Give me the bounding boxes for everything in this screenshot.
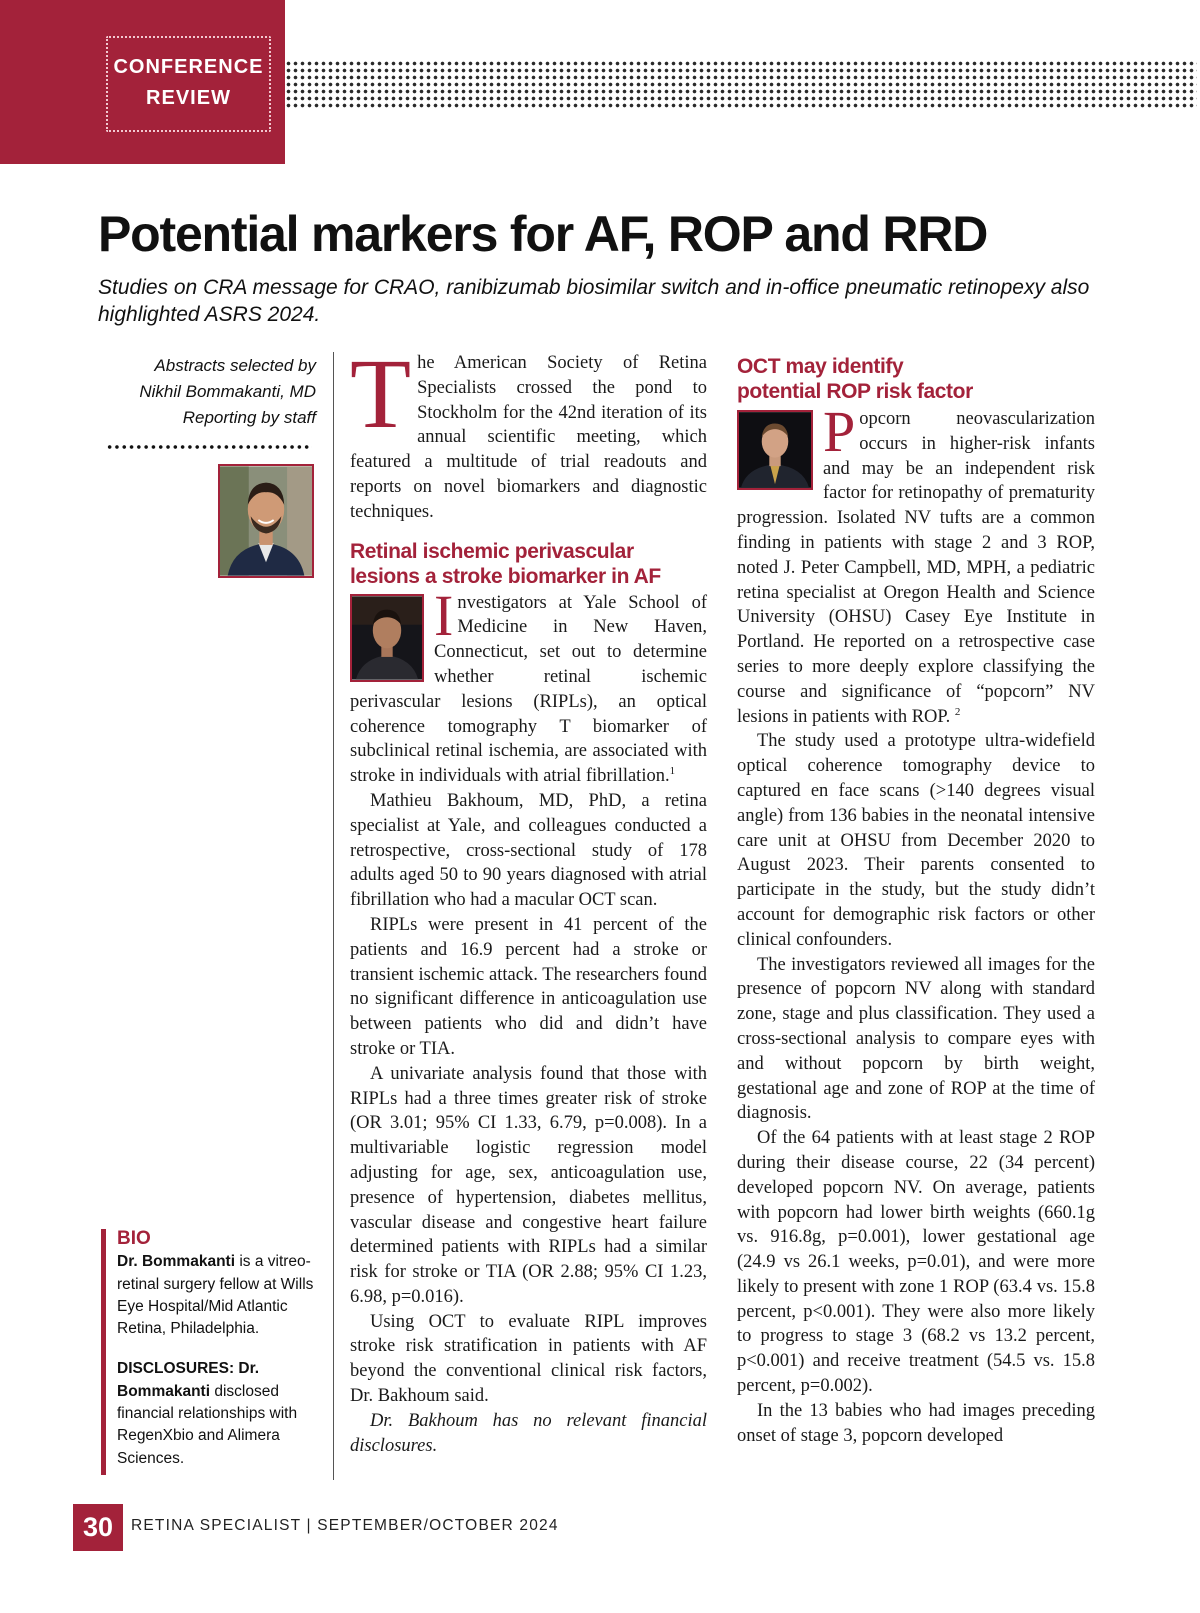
footer-publication: RETINA SPECIALIST | SEPTEMBER/OCTOBER 2024 bbox=[131, 1517, 559, 1534]
byline-divider bbox=[106, 444, 312, 450]
rop-paragraph-5: In the 13 babies who had images preceding onset of stage 3, popcorn developed bbox=[737, 1400, 1095, 1446]
subhead-ripl-line1: Retinal ischemic perivascular bbox=[350, 539, 634, 563]
rop-ref-2: 2 bbox=[954, 705, 961, 718]
byline-line1: Abstracts selected by bbox=[154, 356, 316, 375]
section-label-box bbox=[0, 0, 285, 164]
ripl-paragraph-1 bbox=[350, 582, 707, 789]
intro-text: he American Society of Retina Specialists crossed the pond to Stockholm for the 42nd iteration of its annual scientific meeting, which featured a multitude of trial readouts and reports on novel biomarkers and diagnostic techniques. bbox=[350, 353, 707, 522]
rop-dropcap: P bbox=[823, 399, 856, 464]
bio-title: BIO bbox=[117, 1228, 151, 1249]
bio-box bbox=[117, 1228, 317, 1470]
dot-pattern-band bbox=[285, 60, 1197, 110]
campbell-photo bbox=[737, 410, 813, 490]
subhead-rop bbox=[737, 354, 1095, 404]
ripl-paragraph-3: RIPLs were present in 41 percent of the patients and 16.9 percent had a stroke or transient ischemic attack. The researchers found no significant difference in anticoagulation use between patients who did and didn’t have stroke or TIA. bbox=[350, 914, 707, 1059]
section-label-line2: REVIEW bbox=[146, 87, 231, 109]
intro-paragraph bbox=[350, 338, 707, 525]
byline-line3: Reporting by staff bbox=[182, 408, 316, 427]
subhead-ripl-line2: lesions a stroke biomarker in AF bbox=[350, 564, 661, 588]
ripl-ref-1: 1 bbox=[669, 765, 676, 777]
ripl-text-1: nvestigators at Yale School of Medicine in New Haven, Connecticut, set out to determine whether retinal ischemic perivascular lesions (RIPLs), an optical coherence tomography T biomarker of subclinical retinal ischemia, are associated with stroke in individuals with atrial fibrillation. bbox=[350, 592, 707, 787]
column-1 bbox=[350, 338, 707, 1458]
section-label-frame bbox=[106, 36, 271, 132]
bio-name: Dr. Bommakanti bbox=[117, 1253, 236, 1271]
headline: Potential markers for AF, ROP and RRD bbox=[98, 206, 988, 262]
bio-text bbox=[117, 1251, 317, 1340]
intro-dropcap: T bbox=[350, 338, 412, 449]
rop-paragraph-3: The investigators reviewed all images for the presence of popcorn NV along with standard zone, stage and plus classification. They used a cross-sectional analysis to compare eyes with and without popcorn by birth weight, gestational age and zone of ROP at the time of diagnosis. bbox=[737, 954, 1095, 1124]
rop-text-1: opcorn neovascularization occurs in higher-risk infants and may be an independent risk factor for retinopathy of prematurity progression. Isolated NV tufts are a common finding in patients with stage 2 and 3 ROP, noted J. Peter Campbell, MD, MPH, a pediatric retina specialist at Oregon Health and Science University (OHSU) Casey Eye Institute in Portland. He reported on a retrospective case series to more deeply explore classifying the course and significance of “popcorn” NV lesions in patients with ROP. bbox=[737, 409, 1095, 727]
ripl-disclosure: Dr. Bakhoum has no relevant financial disclosures. bbox=[350, 1410, 707, 1456]
ripl-paragraph-5: Using OCT to evaluate RIPL improves stroke risk stratification in patients with AF beyond the conventional clinical risk factors, Dr. Bakhoum said. bbox=[350, 1311, 707, 1407]
ripl-paragraph-2: Mathieu Bakhoum, MD, PhD, a retina specialist at Yale, and colleagues conducted a retrospective, cross-sectional study of 178 adults aged 50 to 90 years diagnosed with atrial fibrillation who had a macular OCT scan. bbox=[350, 790, 707, 911]
bakhoum-photo bbox=[350, 594, 424, 682]
bio-disclosures-label: DISCLOSURES: Dr. Bommakanti bbox=[117, 1360, 260, 1400]
column-2 bbox=[737, 354, 1095, 1448]
subhead-rop-line1: OCT may identify bbox=[737, 355, 904, 378]
byline-line2: Nikhil Bommakanti, MD bbox=[139, 382, 316, 401]
bio-body: is a vitreo-retinal surgery fellow at Wills Eye Hospital/Mid Atlantic Retina, Philadelphia. bbox=[117, 1253, 314, 1338]
deck: Studies on CRA message for CRAO, ranibizumab biosimilar switch and in-office pneumatic retinopexy also highlighted ASRS 2024. bbox=[98, 276, 1090, 326]
bakhoum-photo-image bbox=[352, 596, 422, 680]
section-label-line1: CONFERENCE bbox=[113, 56, 264, 78]
rop-paragraph-1 bbox=[737, 399, 1095, 729]
rop-paragraph-2: The study used a prototype ultra-widefield optical coherence tomography device to captured en face scans (>140 degrees visual angle) from 136 babies in the neonatal intensive care unit at OHSU from December 2020 to August 2023. Their parents consented to participate in the study, but the study didn’t account for demographic risk factors or other clinical confounders. bbox=[737, 731, 1095, 950]
section-label bbox=[108, 52, 269, 114]
rop-paragraph-4: Of the 64 patients with at least stage 2 ROP during their disease course, 22 (34 percent) developed popcorn NV. On average, patients with popcorn had lower birth weights (660.1g vs. 916.8g, p=0.001), lower gestational age (24.9 vs 26.1 weeks, p=0.01), and were more likely to present with zone 1 ROP (63.4 vs. 15.8 percent, p<0.001). They were also more likely to progress to stage 3 (68.2 vs 13.2 percent, p<0.001) and receive treatment (54.5 vs. 15.8 percent, p=0.002). bbox=[737, 1128, 1095, 1397]
author-photo bbox=[218, 464, 314, 578]
ripl-paragraph-4: A univariate analysis found that those with RIPLs had a three times greater risk of stroke (OR 3.01; 95% CI 1.33, 6.79, p=0.008). In a multivariable logistic regression model adjusting for age, sex, anticoagulation use, presence of hypertension, diabetes mellitus, vascular disease and congestive heart failure determined patients with RIPLs had a similar risk for stroke or TIA (OR 2.88; 95% CI 1.23, 6.98, p=0.016). bbox=[350, 1063, 707, 1307]
subhead-rop-line2: potential ROP risk factor bbox=[737, 380, 973, 403]
campbell-photo-image bbox=[739, 412, 811, 488]
ripl-dropcap: I bbox=[434, 582, 454, 648]
bio-disclosures bbox=[117, 1358, 317, 1469]
byline bbox=[56, 353, 316, 431]
bio-disclosures-body: disclosed financial relationships with RegenXbio and Alimera Sciences. bbox=[117, 1382, 298, 1467]
column-rule bbox=[333, 352, 334, 1480]
page-number: 30 bbox=[73, 1504, 123, 1551]
subhead-ripl bbox=[350, 539, 707, 589]
bio-accent-bar bbox=[101, 1229, 106, 1475]
author-photo-image bbox=[220, 466, 312, 576]
